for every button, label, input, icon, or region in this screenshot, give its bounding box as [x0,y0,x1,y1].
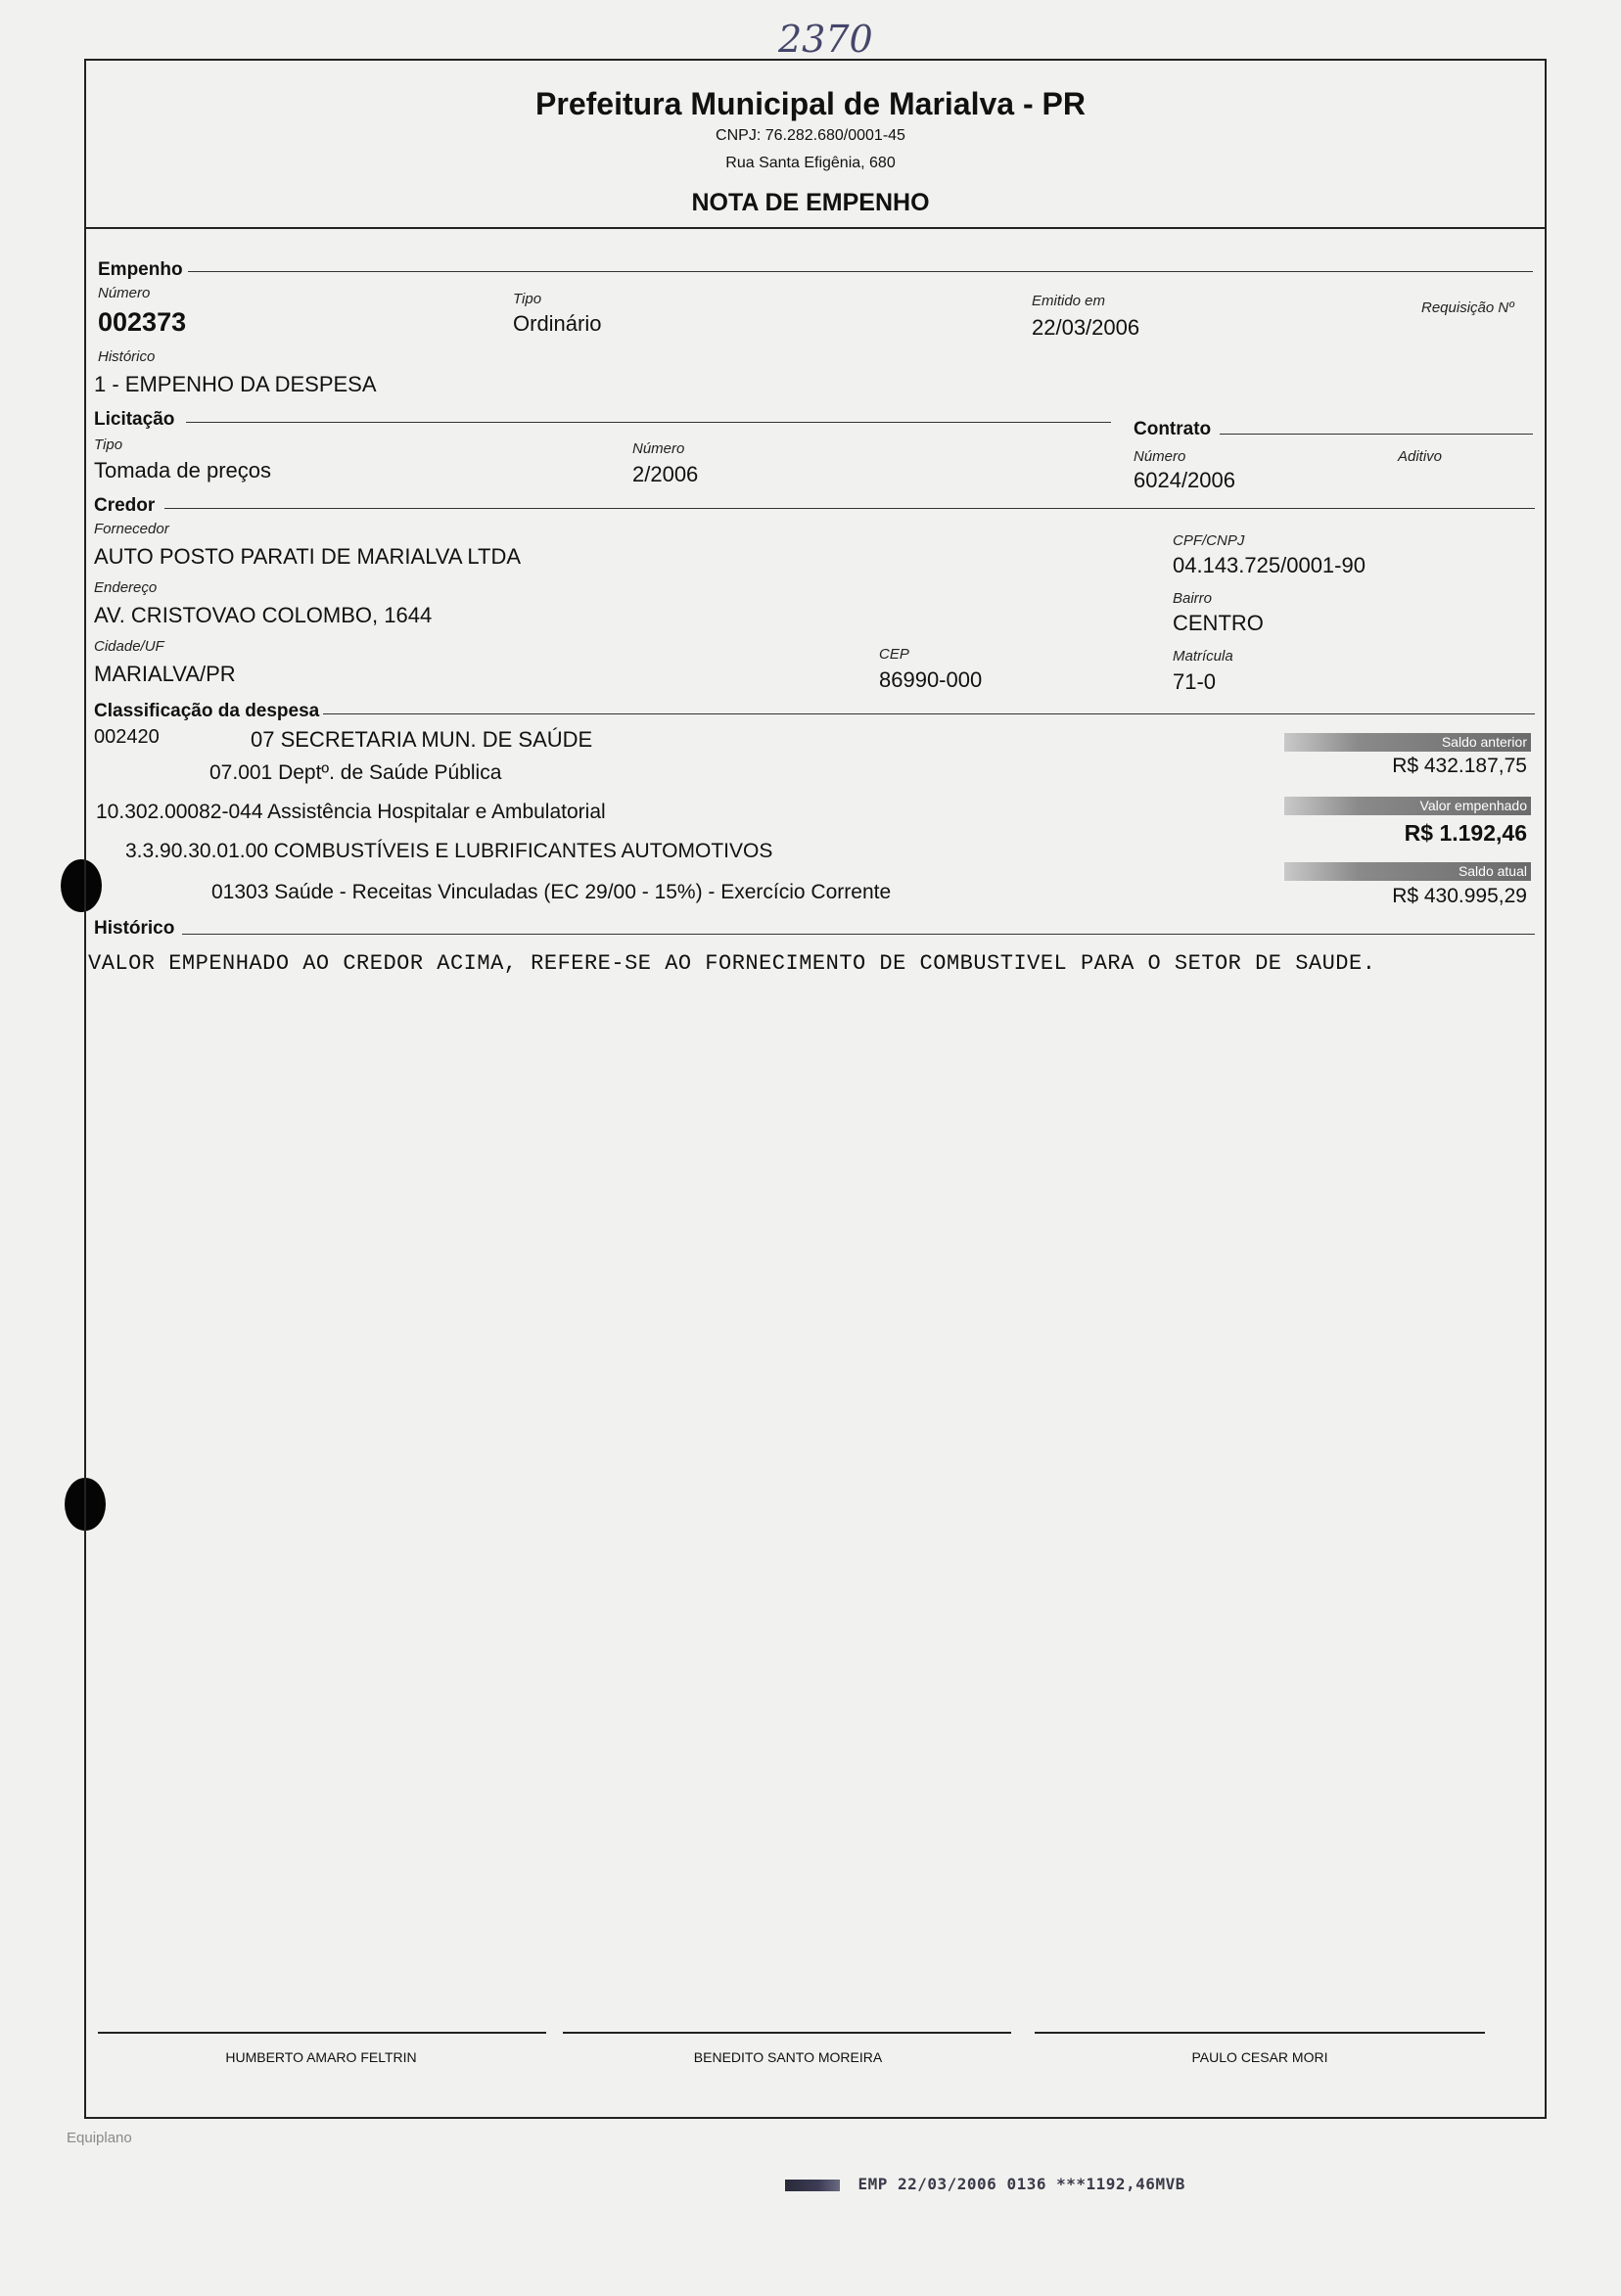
empenho-numero-label: Número [98,285,151,301]
contrato-numero: 6024/2006 [1134,468,1235,492]
section-empenho: Empenho [98,259,183,280]
header-title: Prefeitura Municipal de Marialva - PR [535,86,1086,121]
saldo-atual-label: Saldo atual [1284,862,1531,881]
historico-text: VALOR EMPENHADO AO CREDOR ACIMA, REFERE-SE AO FORNECIMENTO DE COMBUSTIVEL PARA O SETOR DE SAUDE. [88,951,1376,976]
signature-name-1: HUMBERTO AMARO FELTRIN [225,2049,417,2065]
empenho-emitido-label: Emitido em [1032,293,1106,309]
section-credor: Credor [94,495,156,516]
signature-line-3 [1035,2032,1485,2034]
licitacao-numero-label: Número [632,440,685,457]
saldo-anterior-label: Saldo anterior [1284,733,1531,752]
empenho-numero: 002373 [98,307,187,337]
contrato-aditivo-label: Aditivo [1398,448,1443,465]
header-divider [84,227,1547,229]
document-frame [84,59,1547,2119]
empenho-historico-label: Histórico [98,348,156,365]
stamp-logo [785,2180,840,2191]
licitacao-tipo: Tomada de preços [94,458,271,482]
credor-fornecedor-label: Fornecedor [94,521,169,537]
machine-stamp [785,2175,1185,2194]
credor-bairro: CENTRO [1173,611,1264,635]
doc-title: NOTA DE EMPENHO [691,189,930,216]
saldo-atual-value: R$ 430.995,29 [1392,885,1527,907]
empenho-emitido: 22/03/2006 [1032,315,1140,340]
classificacao-elemento: 3.3.90.30.01.00 COMBUSTÍVEIS E LUBRIFICANTES AUTOMOTIVOS [125,840,773,862]
divider-empenho [188,271,1533,272]
licitacao-numero: 2/2006 [632,462,699,486]
header-address: Rua Santa Efigênia, 680 [725,155,896,171]
licitacao-tipo-label: Tipo [94,436,123,453]
valor-empenhado-label: Valor empenhado [1284,797,1531,815]
credor-fornecedor: AUTO POSTO PARATI DE MARIALVA LTDA [94,544,522,569]
handwritten-number: 2370 [778,18,873,61]
section-licitacao: Licitação [94,409,175,430]
credor-cidade: MARIALVA/PR [94,662,236,686]
classificacao-secretaria: 07 SECRETARIA MUN. DE SAÚDE [251,727,593,752]
credor-cidade-label: Cidade/UF [94,638,164,655]
credor-endereco-label: Endereço [94,579,158,596]
section-historico: Histórico [94,918,175,939]
divider-contrato [1220,434,1533,435]
signature-name-2: BENEDITO SANTO MOREIRA [693,2049,883,2065]
saldo-anterior-value: R$ 432.187,75 [1392,755,1527,777]
credor-cpf: 04.143.725/0001-90 [1173,553,1366,577]
contrato-numero-label: Número [1134,448,1186,465]
empenho-historico: 1 - EMPENHO DA DESPESA [94,372,377,396]
stamp-text: EMP 22/03/2006 0136 ***1192,46MVB [857,2175,1185,2193]
header-cnpj: CNPJ: 76.282.680/0001-45 [716,127,905,144]
software-footer: Equiplano [67,2130,132,2146]
credor-cep-label: CEP [879,646,909,663]
credor-matricula-label: Matrícula [1173,648,1233,665]
credor-cpf-label: CPF/CNPJ [1173,532,1245,549]
empenho-requisicao-label: Requisição Nº [1421,299,1514,316]
credor-endereco: AV. CRISTOVAO COLOMBO, 1644 [94,603,433,627]
signature-name-3: PAULO CESAR MORI [1191,2049,1328,2065]
empenho-tipo: Ordinário [513,311,602,336]
classificacao-programa: 10.302.00082-044 Assistência Hospitalar e Ambulatorial [96,801,606,823]
divider-credor [164,508,1535,509]
credor-matricula: 71-0 [1173,669,1217,694]
classificacao-code: 002420 [94,726,160,748]
divider-licitacao [186,422,1111,423]
classificacao-fonte: 01303 Saúde - Receitas Vinculadas (EC 29/00 - 15%) - Exercício Corrente [211,881,892,903]
section-contrato: Contrato [1134,419,1212,439]
credor-cep: 86990-000 [879,667,983,692]
signature-line-2 [563,2032,1011,2034]
classificacao-departamento: 07.001 Deptº. de Saúde Pública [209,761,502,784]
empenho-tipo-label: Tipo [513,291,542,307]
signature-line-1 [98,2032,546,2034]
divider-historico [182,934,1535,935]
section-classificacao: Classificação da despesa [94,701,320,721]
credor-bairro-label: Bairro [1173,590,1213,607]
valor-empenhado-value: R$ 1.192,46 [1404,820,1527,846]
divider-classificacao [323,713,1535,714]
